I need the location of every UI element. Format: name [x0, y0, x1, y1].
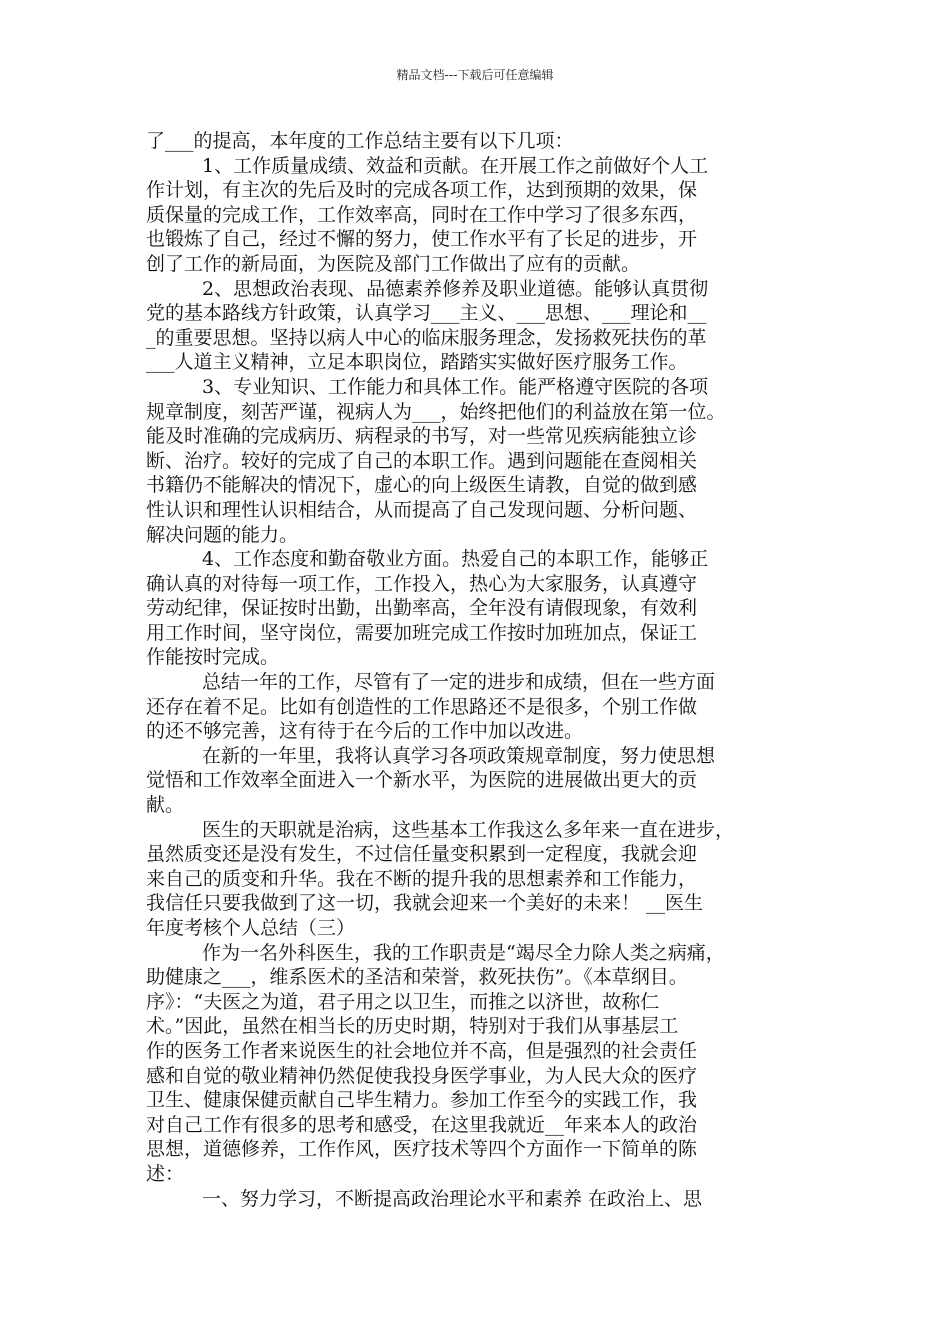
page-header: 精品文档---下载后可任意编辑	[396, 68, 554, 82]
text-line: 献。	[146, 794, 185, 817]
document-body	[146, 129, 810, 1211]
text-line: 术。”因此，虽然在相当长的历史时期，特别对于我们从事基层工	[146, 1015, 679, 1038]
text-line: 一、努力学习，不断提高政治理论水平和素养 在政治上、思	[202, 1187, 703, 1210]
text-line: 还存在着不足。比如有创造性的工作思路还不是很多，个别工作做	[146, 695, 698, 718]
text-line: 虽然质变还是没有发生，不过信任量变积累到一定程度，我就会迎	[146, 843, 698, 866]
text-line: 医生的天职就是治病，这些基本工作我这么多年来一直在进步，	[202, 818, 735, 841]
text-line: 创了工作的新局面，为医院及部门工作做出了应有的贡献。	[146, 252, 641, 275]
text-line: 觉悟和工作效率全面进入一个新水平，为医院的进展做出更大的贡	[146, 769, 698, 792]
text-line: 感和自觉的敬业精神仍然促使我投身医学事业，为人民大众的医疗	[146, 1064, 698, 1087]
text-line: 年度考核个人总结（三）	[146, 917, 356, 939]
text-line: 思想，道德修养，工作作风，医疗技术等四个方面作一下简单的陈	[146, 1138, 698, 1161]
text-line: _的重要思想。坚持以病人中心的临床服务理念，发扬救死扶伤的革	[146, 326, 707, 349]
text-line: 质保量的完成工作，工作效率高，同时在工作中学习了很多东西，	[146, 203, 698, 226]
text-line: 性认识和理性认识相结合，从而提高了自己发现问题、分析问题、	[146, 498, 698, 521]
text-line: 劳动纪律，保证按时出勤，出勤率高，全年没有请假现象，有效利	[146, 597, 698, 620]
text-line: 4、工作态度和勤奋敬业方面。热爱自己的本职工作，能够正	[202, 548, 709, 571]
text-line: ___人道主义精神，立足本职岗位，踏踏实实做好医疗服务工作。	[146, 351, 688, 374]
text-line: 序》：“夫医之为道，君子用之以卫生，而推之以济世，故称仁	[146, 990, 660, 1013]
text-line: 作为一名外科医生，我的工作职责是“竭尽全力除人类之病痛，	[202, 941, 725, 964]
text-line: 来自己的质变和升华。我在不断的提升我的思想素养和工作能力，	[146, 867, 698, 890]
text-line: 对自己工作有很多的思考和感受，在这里我就近__年来本人的政治	[146, 1113, 698, 1136]
text-line: 助健康之___，维系医术的圣洁和荣誉，救死扶伤”。《本草纲目。	[146, 966, 688, 989]
text-line: 书籍仍不能解决的情况下，虚心的向上级医生请教，自觉的做到感	[146, 474, 698, 497]
text-line: 了___的提高，本年度的工作总结主要有以下几项：	[146, 130, 574, 152]
text-line: 断、治疗。较好的完成了自己的本职工作。遇到问题能在查阅相关	[146, 449, 698, 472]
text-line: 2、思想政治表现、品德素养修养及职业道德。能够认真贯彻	[202, 277, 709, 300]
text-line: 在新的一年里，我将认真学习各项政策规章制度，努力使思想	[202, 744, 716, 767]
text-line: 能及时准确的完成病历、病程录的书写，对一些常见疾病能独立诊	[146, 425, 698, 448]
text-line: 用工作时间，坚守岗位，需要加班完成工作按时加班加点，保证工	[146, 621, 698, 644]
text-line: 确认真的对待每一项工作，工作投入，热心为大家服务，认真遵守	[146, 572, 698, 595]
text-line: 卫生、健康保健贡献自己毕生精力。参加工作至今的实践工作，我	[146, 1089, 698, 1112]
text-line: 作能按时完成。	[146, 646, 280, 669]
text-line: 3、专业知识、工作能力和具体工作。能严格遵守医院的各项	[202, 375, 709, 398]
text-line: 作的医务工作者来说医生的社会地位并不高，但是强烈的社会责任	[146, 1039, 698, 1062]
text-line: 述：	[146, 1162, 185, 1185]
text-line: 的还不够完善，这有待于在今后的工作中加以改进。	[146, 720, 584, 743]
text-line: 也锻炼了自己，经过不懈的努力，使工作水平有了长足的进步，开	[146, 228, 698, 251]
text-line: 1、工作质量成绩、效益和贡献。在开展工作之前做好个人工	[202, 154, 709, 177]
text-line: 作计划，有主次的先后及时的完成各项工作，达到预期的效果，保	[146, 179, 698, 202]
text-line: 规章制度，刻苦严谨，视病人为___，始终把他们的利益放在第一位。	[146, 400, 726, 423]
text-line: 我信任只要我做到了这一切，我就会迎来一个美好的未来！ __医生	[146, 892, 704, 915]
text-line: 解决问题的能力。	[146, 523, 299, 546]
text-line: 总结一年的工作，尽管有了一定的进步和成绩，但在一些方面	[202, 671, 716, 694]
text-line: 党的基本路线方针政策，认真学习___主义、___思想、___理论和__	[146, 302, 707, 325]
